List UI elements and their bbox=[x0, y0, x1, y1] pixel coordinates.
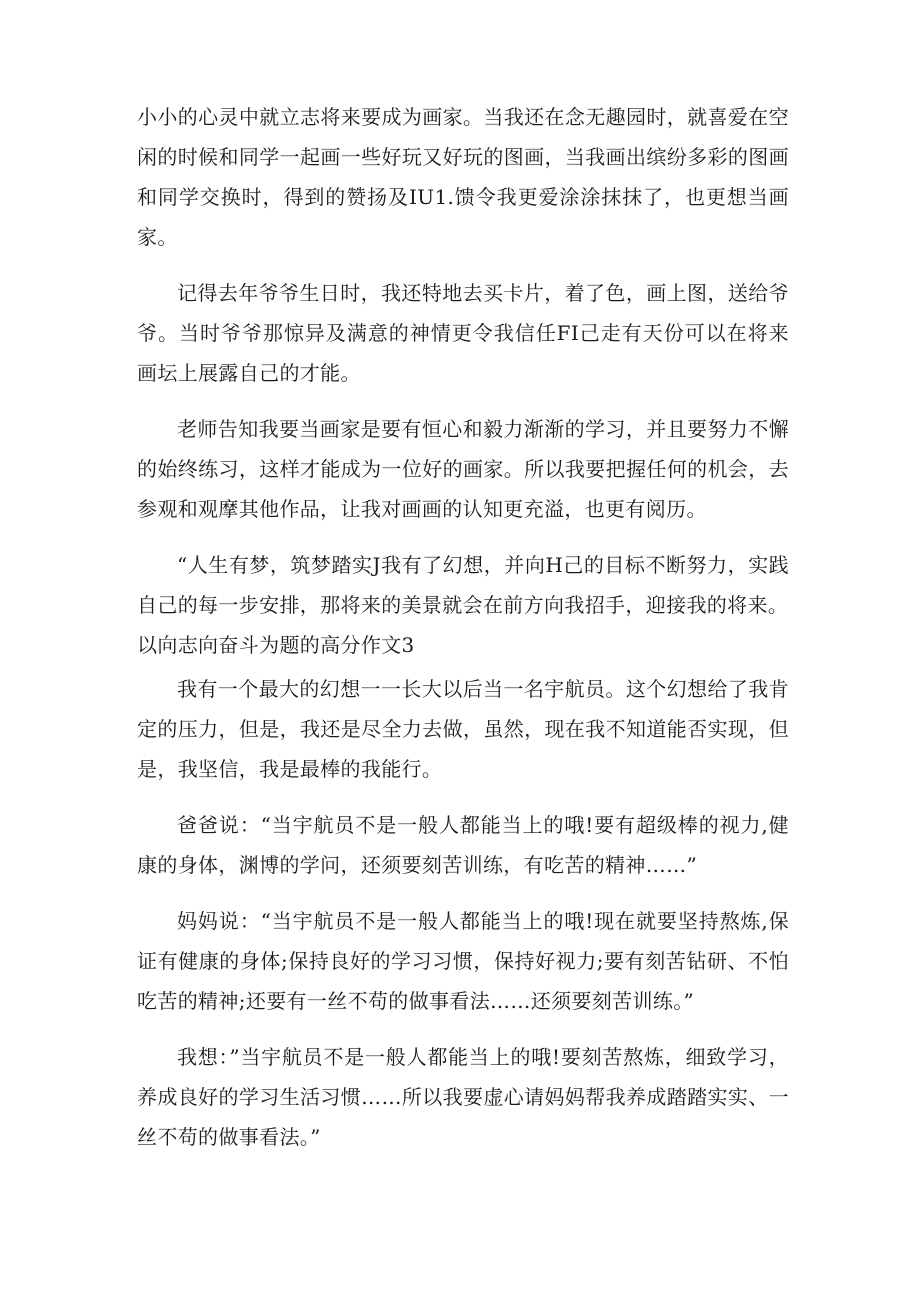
paragraph-astronaut-dream: 我有一个最大的幻想一一长大以后当一名宇航员。这个幻想给了我肯定的压力，但是，我还是尽全力去做，虽然，现在我不知道能否实现，但是，我坚信，我是最棒的我能行。 bbox=[137, 677, 789, 781]
paragraph-dream-quote: “人生有梦，筑梦踏实J我有了幻想，并向H己的目标不断努力，实践自己的每一步安排，那将来的美景就会在前方向我招手，迎接我的将来。 bbox=[137, 553, 789, 617]
paragraph-father-says: 爸爸说：“当宇航员不是一般人都能当上的哦!要有超级棒的视力,健康的身体，渊博的学问，还须要刻苦训练，有吃苦的精神……” bbox=[137, 813, 789, 877]
document-body bbox=[137, 97, 789, 1157]
section-heading: 以向志向奋斗为题的高分作文3 bbox=[137, 633, 415, 657]
paragraph-continued: 小小的心灵中就立志将来要成为画家。当我还在念无趣园时，就喜爱在空闲的时候和同学一起画一些好玩又好玩的图画，当我画出缤纷多彩的图画和同学交换时，得到的赞扬及IU1.馈令我更爱涂涂抹抹了，也更想当画家。 bbox=[137, 105, 789, 249]
paragraph-teacher-advice: 老师告知我要当画家是要有恒心和毅力渐渐的学习，并且要努力不懈的始终练习，这样才能成为一位好的画家。所以我要把握任何的机会，去参观和观摩其他作品，让我对画画的认知更充溢，也更有阅历。 bbox=[137, 417, 789, 521]
paragraph-i-think: 我想：”当宇航员不是一般人都能当上的哦!要刻苦熬炼，细致学习，养成良好的学习生活习惯……所以我要虚心请妈妈帮我养成踏踏实实、一丝不苟的做事看法。” bbox=[137, 1045, 789, 1149]
paragraph-grandpa-birthday: 记得去年爷爷生日时，我还特地去买卡片，着了色，画上图，送给爷爷。当时爷爷那惊异及满意的神情更令我信任FI己走有天份可以在将来画坛上展露自己的才能。 bbox=[137, 281, 789, 385]
paragraph-mother-says: 妈妈说：“当宇航员不是一般人都能当上的哦!现在就要坚持熬炼,保证有健康的身体;保持良好的学习习惯，保持好视力;要有刻苦钻研、不怕吃苦的精神;还要有一丝不苟的做事看法……还须要刻苦训练。” bbox=[137, 909, 789, 1013]
